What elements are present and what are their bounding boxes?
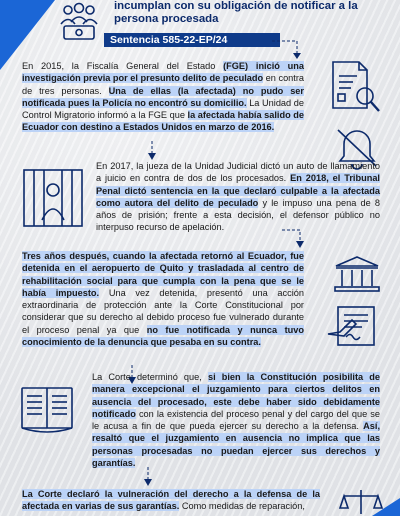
p4-highlight-2: Así, resaltó que el juzgamiento en ausencia no implica que las personas procesadas no puedan ejercer sus derechos y garantías. <box>92 421 380 469</box>
paragraph-4 <box>92 371 380 469</box>
p1-text-2: en contra de tres personas. <box>22 73 305 96</box>
title-line-1: incumplan con su obligación de notificar a la <box>114 0 358 12</box>
p1-text-3: La Unidad de Control Migratorio informó a la FGE que <box>22 97 304 121</box>
p5-highlight-1: La Corte declaró la vulneración del derecho a la defensa de la afectada en varias de sus garantías. <box>22 489 320 512</box>
document-search-icon <box>327 58 383 116</box>
paragraph-1 <box>22 60 304 134</box>
connector-arrow <box>270 38 310 60</box>
p4-highlight-1: si bien la Constitución posibilita de manera excepcional el juzgamiento para ciertos delitos en ausencia del procesado, este debe haber sido debidamente notificado <box>92 372 380 419</box>
p3-highlight-1: Tres años después, cuando la afectada retornó al Ecuador, fue detenida en el aeropuerto de Quito y trasladada al centro de rehabilitación social para que cumpla con la pena que se le había impuesto. <box>22 251 304 298</box>
paragraph-3 <box>22 250 304 348</box>
p3-text-1: Una vez detenida, presentó una acción extraordinaria de protección ante la Corte Constitucional por considerar que su derecho al debido proceso fue vulnerado durante el proceso penal ya que <box>22 287 304 335</box>
p2-highlight-1: En 2018, el Tribunal Penal dictó sentencia en la que declaró culpable a la afectada como autora del delito de peculado <box>96 173 380 208</box>
courthouse-icon <box>332 254 382 294</box>
p2-text-1: En 2017, la jueza de la Unidad Judicial dictó un auto de llamamiento a juicio en contra de dos de los procesados. <box>96 161 380 184</box>
paragraph-2 <box>96 160 380 234</box>
p4-text-2: con la existencia del proceso penal y del cargo del que se le acusa a fin de que pueda ejercer su derecho a la defensa. <box>92 408 380 432</box>
connector-arrow <box>136 466 160 488</box>
p5-text-1: Como medidas de reparación, <box>179 501 305 512</box>
p2-text-2: y le impuso una pena de 8 años de prisión; frente a esta decisión, el defensor público no interpuso recurso de apelación. <box>96 197 380 233</box>
signing-document-icon <box>326 304 384 348</box>
p3-highlight-2: no fue notificada y nunca tuvo conocimiento de la denuncia que pesaba en su contra. <box>22 324 304 348</box>
p4-text-1: La Corte determinó que, <box>92 372 208 382</box>
prison-bars-icon <box>20 166 86 232</box>
connector-arrow <box>142 140 162 162</box>
p1-highlight-3: la afectada había salido de Ecuador con destino a Estados Unidos en marzo de 2016. <box>22 110 304 133</box>
p1-highlight-1: (FGE) inició una investigación previa por el presunto delito de peculado <box>22 61 304 84</box>
p1-highlight-2: Una de ellas (la afectada) no pudo ser notificada pues la Policía no encontró su domicilio. <box>22 85 304 108</box>
people-group-icon <box>58 2 100 42</box>
connector-arrow <box>280 228 310 250</box>
sentence-badge: Sentencia 585-22-EP/24 <box>104 33 280 47</box>
title-line-2: persona procesada <box>114 13 219 25</box>
p1-text-1: En 2015, la Fiscalía General del Estado <box>22 61 224 71</box>
open-book-icon <box>18 380 76 438</box>
scales-of-justice-icon <box>338 488 384 516</box>
paragraph-5 <box>22 488 320 513</box>
page-title <box>114 0 384 26</box>
